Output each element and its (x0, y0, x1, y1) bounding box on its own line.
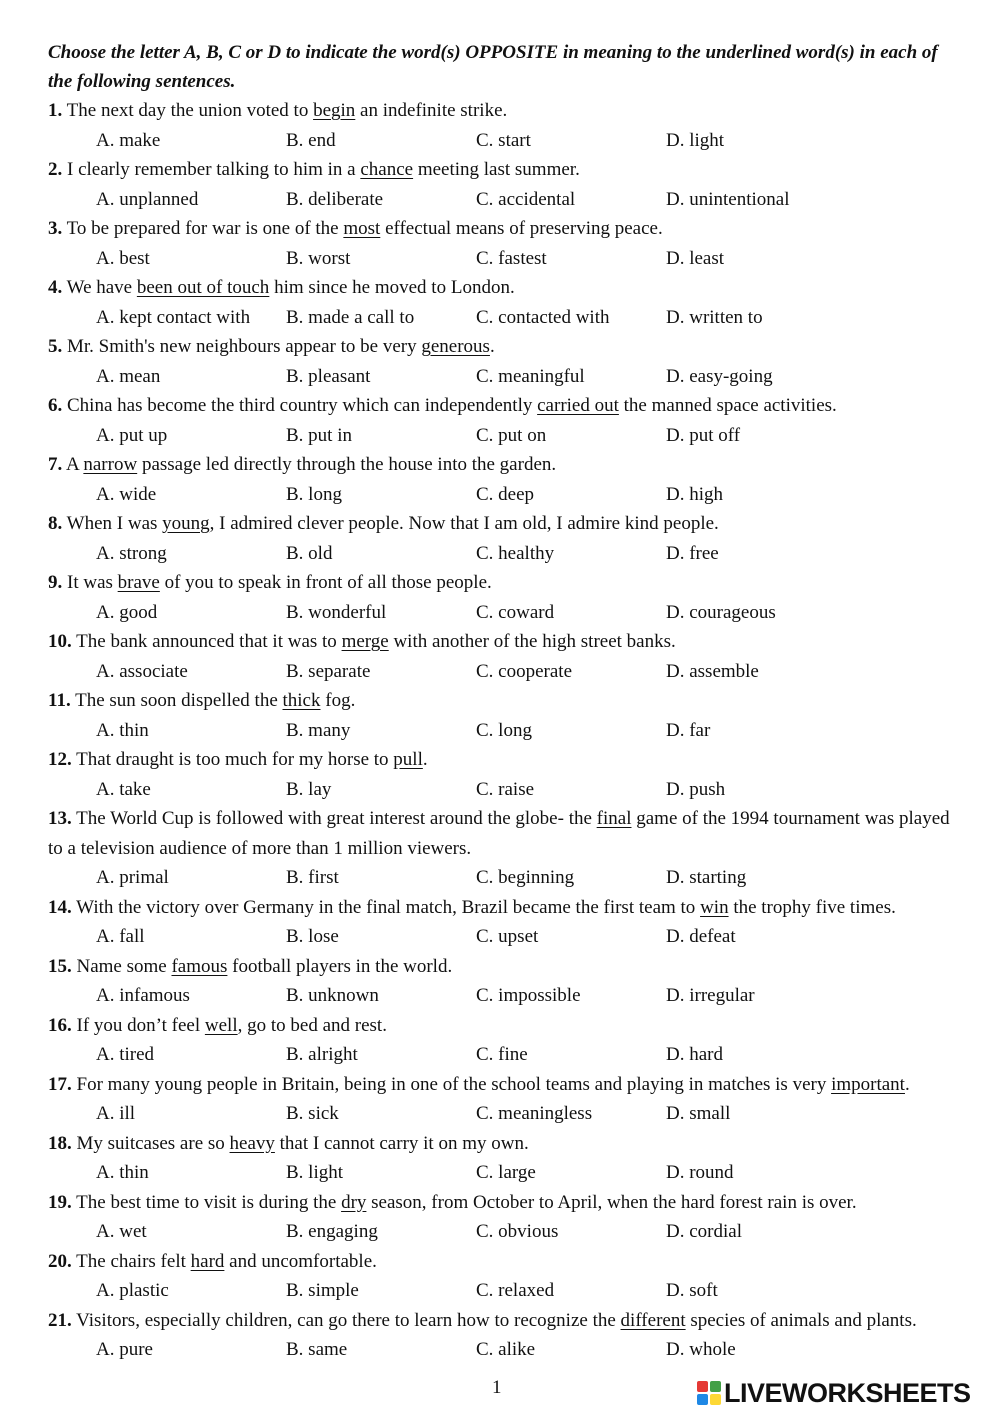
answer-option-c[interactable]: C. put on (476, 424, 547, 446)
answer-option-a[interactable]: A. thin (96, 719, 149, 741)
question-number: 2. (48, 159, 63, 180)
logo-icon (697, 1381, 721, 1405)
answer-option-d[interactable]: D. irregular (666, 985, 755, 1006)
answer-option-a[interactable]: A. best (96, 247, 150, 269)
answer-option-a[interactable]: A. tired (96, 1044, 155, 1065)
stem-text-after: , I admired clever people. Now that I am old, I admire kind people. (209, 513, 719, 534)
answer-option-c[interactable]: C. beginning (476, 867, 575, 888)
question-stem (48, 893, 960, 923)
answer-option-d[interactable]: D. push (666, 778, 726, 800)
answer-option-c[interactable]: C. contacted with (476, 306, 610, 328)
stem-text-before: The chairs felt (71, 1250, 191, 1272)
underlined-word: famous (171, 955, 228, 977)
answer-option-c[interactable]: C. impossible (476, 985, 581, 1006)
underlined-word: carried out (537, 395, 619, 416)
instruction: Choose the letter A, B, C or D to indicate the word(s) OPPOSITE in meaning to the underlined word(s) in each of the following sentences. (48, 42, 938, 92)
stem-text-after: game of the 1994 tournament was played to a television audience of more than 1 million viewers. (48, 808, 950, 859)
question-number: 8. (48, 513, 63, 534)
stem-text-after: of you to speak in front of all those people. (159, 572, 492, 593)
underlined-word: narrow (83, 454, 138, 475)
question-number: 14. (48, 896, 72, 918)
answer-option-b[interactable]: B. worst (286, 247, 351, 269)
question-number: 20. (48, 1250, 72, 1272)
question (48, 1306, 960, 1365)
underlined-word: been out of touch (136, 277, 270, 298)
stem-text-before: I clearly remember talking to him in a (62, 159, 361, 180)
stem-text-before: The next day the union voted to (62, 100, 314, 121)
stem-text-after: . (904, 1073, 910, 1095)
underlined-word: young (162, 513, 210, 534)
question-stem (48, 509, 960, 539)
question-stem (48, 627, 960, 657)
answer-option-b[interactable]: B. old (286, 542, 333, 564)
answer-option-d[interactable]: D. far (666, 719, 711, 741)
question-stem (48, 273, 960, 303)
question (48, 450, 960, 509)
answer-option-d[interactable]: D. put off (666, 424, 741, 446)
answer-option-d[interactable]: D. least (666, 247, 725, 269)
stem-text-after: , go to bed and rest. (237, 1014, 387, 1036)
answer-options (48, 598, 960, 628)
answer-option-b[interactable]: B. unknown (286, 985, 379, 1006)
answer-options (48, 539, 960, 569)
question (48, 332, 960, 391)
answer-option-c[interactable]: C. meaningful (476, 365, 585, 387)
stem-text-after: season, from October to April, when the hard forest rain is over. (366, 1191, 857, 1213)
underlined-word: chance (360, 159, 414, 180)
answer-option-c[interactable]: C. large (476, 1162, 536, 1183)
question (48, 1188, 960, 1247)
answer-option-a[interactable]: A. plastic (96, 1280, 169, 1301)
underlined-word: merge (341, 631, 389, 652)
stem-text-before: Name some (71, 955, 172, 977)
answer-option-b[interactable]: B. separate (286, 660, 371, 682)
question (48, 1247, 960, 1306)
underlined-word: generous (421, 336, 490, 357)
answer-option-d[interactable]: D. unintentional (666, 188, 790, 210)
stem-text-after: the trophy five times. (728, 896, 896, 918)
logo-square-red (697, 1381, 708, 1392)
question-number: 21. (48, 1309, 72, 1331)
stem-text-before: A (62, 454, 84, 475)
stem-text-after: . (422, 749, 428, 770)
question (48, 1070, 960, 1129)
answer-option-d[interactable]: D. written to (666, 306, 763, 328)
answer-option-b[interactable]: B. long (286, 483, 342, 505)
answer-option-c[interactable]: C. accidental (476, 188, 576, 210)
logo-text: LIVEWORKSHEETS (724, 1377, 971, 1408)
answer-options (48, 1099, 960, 1129)
answer-options (48, 863, 960, 893)
answer-option-c[interactable]: C. fastest (476, 247, 547, 269)
answer-option-d[interactable]: D. assemble (666, 660, 759, 682)
question-stem (48, 391, 960, 421)
question-stem (48, 686, 960, 716)
answer-option-b[interactable]: B. wonderful (286, 601, 387, 623)
question-number: 18. (48, 1132, 72, 1154)
answer-option-a[interactable]: A. ill (96, 1103, 136, 1124)
answer-option-b[interactable]: B. simple (286, 1280, 359, 1301)
answer-option-d[interactable]: D. high (666, 483, 723, 505)
question-stem (48, 1188, 960, 1218)
answer-option-a[interactable]: A. wide (96, 483, 157, 505)
answer-option-d[interactable]: D. free (666, 542, 719, 564)
answer-option-c[interactable]: C. long (476, 719, 532, 741)
answer-option-d[interactable]: D. courageous (666, 601, 776, 623)
answer-option-b[interactable]: B. many (286, 719, 351, 741)
answer-option-c[interactable]: C. relaxed (476, 1280, 555, 1301)
question-stem (48, 1129, 960, 1159)
question-stem (48, 155, 960, 185)
answer-options (48, 1276, 960, 1306)
answer-option-c[interactable]: C. upset (476, 926, 539, 947)
underlined-word: important (831, 1073, 905, 1095)
answer-options (48, 981, 960, 1011)
stem-text-before: China has become the third country which can independently (62, 395, 538, 416)
answer-option-b[interactable]: B. engaging (286, 1221, 378, 1242)
answer-options (48, 775, 960, 805)
stem-text-after: him since he moved to London. (269, 277, 515, 298)
answer-option-d[interactable]: D. soft (666, 1280, 718, 1301)
answer-option-b[interactable]: B. made a call to (286, 306, 415, 328)
answer-options (48, 1335, 960, 1365)
answer-options (48, 126, 960, 156)
underlined-word: different (620, 1309, 686, 1331)
question-stem (48, 96, 960, 126)
answer-option-a[interactable]: A. kept contact with (96, 306, 251, 328)
question (48, 568, 960, 627)
stem-text-after: fog. (320, 690, 356, 711)
answer-option-d[interactable]: D. easy-going (666, 365, 773, 387)
question-number: 3. (48, 218, 63, 239)
stem-text-before: For many young people in Britain, being in one of the school teams and playing in matches is very (71, 1073, 832, 1095)
question-number: 11. (48, 690, 71, 711)
answer-option-b[interactable]: B. alright (286, 1044, 358, 1065)
question-list (48, 96, 960, 1365)
question-number: 4. (48, 277, 63, 298)
answer-option-c[interactable]: C. healthy (476, 542, 555, 564)
answer-option-c[interactable]: C. alike (476, 1339, 536, 1360)
underlined-word: heavy (229, 1132, 275, 1154)
answer-option-b[interactable]: B. same (286, 1339, 348, 1360)
stem-text-after: passage led directly through the house into the garden. (137, 454, 557, 475)
stem-text-after: that I cannot carry it on my own. (274, 1132, 529, 1154)
answer-option-b[interactable]: B. lay (286, 778, 332, 800)
question-number: 5. (48, 336, 63, 357)
logo-square-yellow (710, 1394, 721, 1405)
underlined-word: thick (282, 690, 321, 711)
question (48, 804, 960, 893)
question (48, 391, 960, 450)
question-stem (48, 745, 960, 775)
stem-text-after: an indefinite strike. (355, 100, 508, 121)
answer-option-a[interactable]: A. associate (96, 660, 188, 682)
stem-text-before: If you don’t feel (71, 1014, 205, 1036)
answer-option-a[interactable]: A. pure (96, 1339, 153, 1360)
answer-option-c[interactable]: C. deep (476, 483, 535, 505)
stem-text-before: With the victory over Germany in the final match, Brazil became the first team to (71, 896, 701, 918)
answer-options (48, 1217, 960, 1247)
question-number: 7. (48, 454, 63, 475)
question (48, 96, 960, 155)
worksheet (48, 38, 960, 1365)
question (48, 745, 960, 804)
underlined-word: begin (313, 100, 356, 121)
question (48, 155, 960, 214)
question-number: 19. (48, 1191, 72, 1213)
question-stem (48, 1306, 960, 1336)
question-number: 13. (48, 808, 72, 829)
stem-text-before: The World Cup is followed with great interest around the globe- the (71, 808, 597, 829)
answer-option-d[interactable]: D. light (666, 129, 725, 151)
answer-option-d[interactable]: D. cordial (666, 1221, 742, 1242)
question-stem (48, 450, 960, 480)
underlined-word: well (204, 1014, 238, 1036)
answer-options (48, 1158, 960, 1188)
answer-option-a[interactable]: A. unplanned (96, 188, 199, 210)
answer-option-a[interactable]: A. thin (96, 1162, 149, 1183)
answer-option-c[interactable]: C. fine (476, 1044, 528, 1065)
question (48, 952, 960, 1011)
question (48, 1011, 960, 1070)
answer-option-b[interactable]: B. deliberate (286, 188, 384, 210)
answer-option-b[interactable]: B. sick (286, 1103, 339, 1124)
question-number: 9. (48, 572, 63, 593)
answer-option-a[interactable]: A. infamous (96, 985, 190, 1006)
answer-option-c[interactable]: C. coward (476, 601, 555, 623)
answer-option-a[interactable]: A. fall (96, 926, 145, 947)
answer-option-d[interactable]: D. starting (666, 867, 747, 888)
underlined-word: final (596, 808, 632, 829)
stem-text-before: The sun soon dispelled the (70, 690, 283, 711)
question-number: 12. (48, 749, 72, 770)
answer-option-b[interactable]: B. first (286, 867, 339, 888)
stem-text-after: the manned space activities. (618, 395, 837, 416)
answer-options (48, 303, 960, 333)
answer-options (48, 185, 960, 215)
answer-option-b[interactable]: B. put in (286, 424, 352, 446)
question (48, 1129, 960, 1188)
page-number: 1 (492, 1377, 502, 1398)
answer-option-c[interactable]: C. cooperate (476, 660, 573, 682)
answer-option-a[interactable]: A. take (96, 778, 151, 800)
question-stem (48, 332, 960, 362)
answer-options (48, 1040, 960, 1070)
underlined-word: hard (190, 1250, 225, 1272)
stem-text-after: . (489, 336, 495, 357)
question-stem (48, 804, 960, 863)
stem-text-before: We have (62, 277, 137, 298)
underlined-word: win (700, 896, 729, 918)
question (48, 893, 960, 952)
question-stem (48, 952, 960, 982)
answer-option-a[interactable]: A. good (96, 601, 158, 623)
question (48, 509, 960, 568)
stem-text-after: with another of the high street banks. (388, 631, 676, 652)
stem-text-before: Visitors, especially children, can go there to learn how to recognize the (71, 1309, 621, 1331)
answer-option-a[interactable]: A. primal (96, 867, 169, 888)
stem-text-after: species of animals and plants. (685, 1309, 917, 1331)
liveworksheets-logo (697, 1378, 971, 1408)
answer-options (48, 716, 960, 746)
question (48, 627, 960, 686)
answer-option-b[interactable]: B. pleasant (286, 365, 371, 387)
question-number: 1. (48, 100, 63, 121)
answer-option-a[interactable]: A. wet (96, 1221, 147, 1242)
answer-options (48, 480, 960, 510)
answer-option-b[interactable]: B. end (286, 129, 336, 151)
question (48, 686, 960, 745)
stem-text-before: Mr. Smith's new neighbours appear to be very (62, 336, 422, 357)
stem-text-after: meeting last summer. (413, 159, 580, 180)
stem-text-before: The best time to visit is during the (71, 1191, 342, 1213)
logo-square-blue (697, 1394, 708, 1405)
stem-text-before: To be prepared for war is one of the (62, 218, 344, 239)
stem-text-before: The bank announced that it was to (71, 631, 342, 652)
answer-option-d[interactable]: D. whole (666, 1339, 736, 1360)
question-number: 17. (48, 1073, 72, 1095)
question-number: 6. (48, 395, 63, 416)
answer-option-b[interactable]: B. lose (286, 926, 339, 947)
question-number: 10. (48, 631, 72, 652)
answer-option-c[interactable]: C. start (476, 129, 531, 151)
question-stem (48, 1070, 960, 1100)
question-stem (48, 1011, 960, 1041)
stem-text-before: My suitcases are so (71, 1132, 230, 1154)
stem-text-after: effectual means of preserving peace. (380, 218, 663, 239)
question (48, 214, 960, 273)
logo-square-green (710, 1381, 721, 1392)
answer-option-d[interactable]: D. hard (666, 1044, 723, 1065)
answer-options (48, 922, 960, 952)
answer-option-b[interactable]: B. light (286, 1162, 344, 1183)
stem-text-before: That draught is too much for my horse to (71, 749, 394, 770)
question-stem (48, 568, 960, 598)
underlined-word: brave (117, 572, 160, 593)
question-number: 16. (48, 1014, 72, 1036)
answer-options (48, 362, 960, 392)
answer-option-c[interactable]: C. raise (476, 778, 535, 800)
underlined-word: pull (393, 749, 423, 770)
answer-options (48, 244, 960, 274)
answer-option-c[interactable]: C. obvious (476, 1221, 559, 1242)
answer-option-d[interactable]: D. small (666, 1103, 731, 1124)
answer-option-a[interactable]: A. make (96, 129, 161, 151)
underlined-word: dry (341, 1191, 367, 1213)
question-number: 15. (48, 955, 72, 977)
answer-option-d[interactable]: D. defeat (666, 926, 736, 947)
underlined-word: most (343, 218, 381, 239)
answer-option-a[interactable]: A. strong (96, 542, 167, 564)
question-stem (48, 214, 960, 244)
answer-option-a[interactable]: A. put up (96, 424, 168, 446)
answer-options (48, 657, 960, 687)
answer-options (48, 421, 960, 451)
answer-option-c[interactable]: C. meaningless (476, 1103, 593, 1124)
stem-text-after: and uncomfortable. (224, 1250, 377, 1272)
answer-option-a[interactable]: A. mean (96, 365, 161, 387)
stem-text-before: It was (62, 572, 118, 593)
answer-option-d[interactable]: D. round (666, 1162, 734, 1183)
question-stem (48, 1247, 960, 1277)
question (48, 273, 960, 332)
stem-text-after: football players in the world. (227, 955, 453, 977)
stem-text-before: When I was (62, 513, 163, 534)
